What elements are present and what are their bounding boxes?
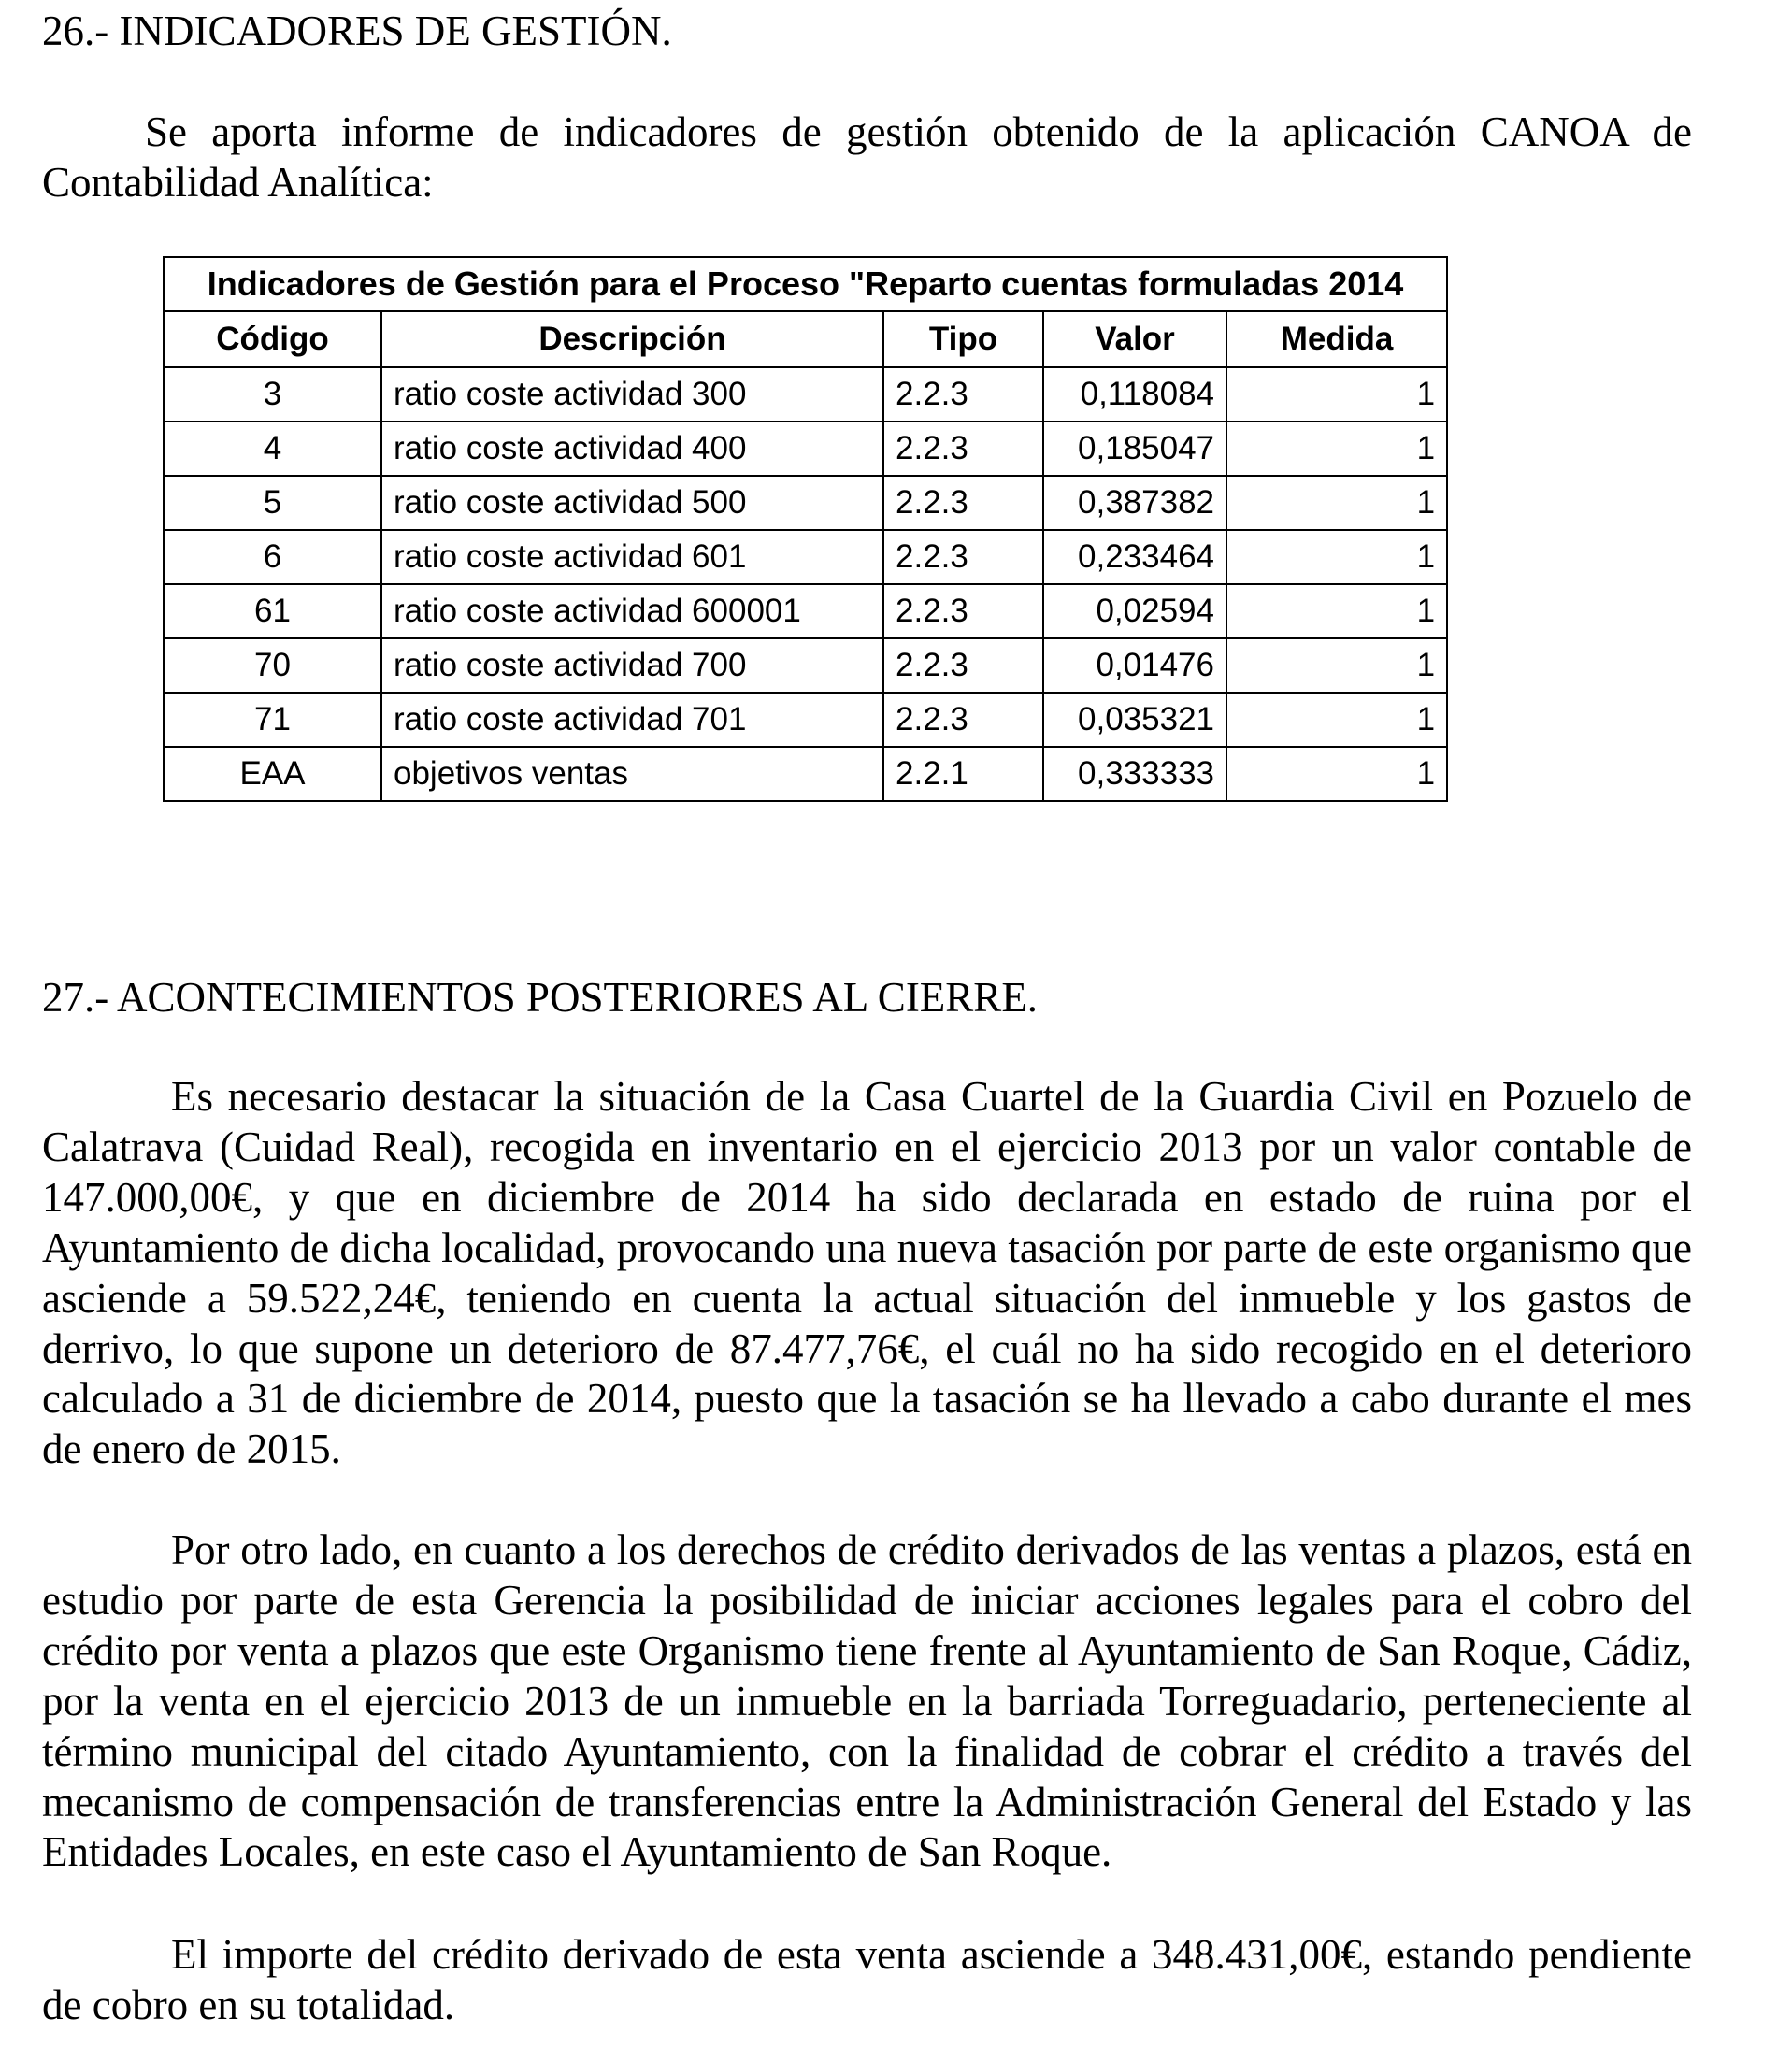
cell-valor: 0,233464	[1043, 530, 1226, 584]
cell-valor: 0,185047	[1043, 422, 1226, 476]
cell-valor: 0,01476	[1043, 638, 1226, 693]
section-27-paragraph-1: Es necesario destacar la situación de la Casa Cuartel de la Guardia Civil en Pozuelo de Calatrava (Cuidad Real), recogida en inventario en el ejercicio 2013 por un valor contable de 147.000,00€, y que en diciembre de 2014 ha sido declarada en estado de ruina por el Ayuntamiento de dicha localidad, provocando una nueva tasación por parte de este organismo que asciende a 59.522,24€, teniendo en cuenta la actual situación del inmueble y los gastos de derrivo, lo que supone un deterioro de 87.477,76€, el cuál no ha sido recogido en el deterioro calculado a 31 de diciembre de 2014, puesto que la tasación se ha llevado a cabo durante el mes de enero de 2015.	[42, 1073, 1692, 1473]
table-row	[164, 530, 1447, 584]
header-valor: Valor	[1043, 311, 1226, 367]
section-27-heading: 27.- ACONTECIMIENTOS POSTERIORES AL CIERRE.	[42, 974, 1039, 1021]
cell-tipo: 2.2.3	[883, 367, 1043, 422]
header-medida: Medida	[1226, 311, 1447, 367]
cell-codigo: 6	[164, 530, 381, 584]
table-row	[164, 747, 1447, 801]
cell-descripcion: ratio coste actividad 701	[381, 693, 883, 747]
cell-valor: 0,02594	[1043, 584, 1226, 638]
header-codigo: Código	[164, 311, 381, 367]
cell-valor: 0,035321	[1043, 693, 1226, 747]
cell-tipo: 2.2.3	[883, 638, 1043, 693]
cell-codigo: 4	[164, 422, 381, 476]
cell-valor: 0,333333	[1043, 747, 1226, 801]
cell-medida: 1	[1226, 638, 1447, 693]
cell-medida: 1	[1226, 422, 1447, 476]
table-row	[164, 693, 1447, 747]
cell-codigo: 70	[164, 638, 381, 693]
cell-tipo: 2.2.3	[883, 584, 1043, 638]
cell-descripcion: ratio coste actividad 600001	[381, 584, 883, 638]
table-row	[164, 638, 1447, 693]
cell-codigo: EAA	[164, 747, 381, 801]
cell-valor: 0,118084	[1043, 367, 1226, 422]
cell-medida: 1	[1226, 476, 1447, 530]
header-descripcion: Descripción	[381, 311, 883, 367]
cell-tipo: 2.2.3	[883, 530, 1043, 584]
section-27-paragraph-2: Por otro lado, en cuanto a los derechos de crédito derivados de las ventas a plazos, está en estudio por parte de esta Gerencia la posibilidad de iniciar acciones legales para el cobro del crédito por venta a plazos que este Organismo tiene frente al Ayuntamiento de San Roque, Cádiz, por la venta en el ejercicio 2013 de un inmueble en la barriada Torreguadario, perteneciente al término municipal del citado Ayuntamiento, con la finalidad de cobrar el crédito a través del mecanismo de compensación de transferencias entre la Administración General del Estado y las Entidades Locales, en este caso el Ayuntamiento de San Roque.	[42, 1526, 1692, 1876]
table-title: Indicadores de Gestión para el Proceso "Reparto cuentas formuladas 2014	[164, 257, 1447, 311]
cell-tipo: 2.2.1	[883, 747, 1043, 801]
cell-codigo: 5	[164, 476, 381, 530]
table-row	[164, 422, 1447, 476]
cell-medida: 1	[1226, 367, 1447, 422]
cell-medida: 1	[1226, 530, 1447, 584]
cell-tipo: 2.2.3	[883, 693, 1043, 747]
cell-codigo: 61	[164, 584, 381, 638]
cell-descripcion: ratio coste actividad 300	[381, 367, 883, 422]
cell-codigo: 71	[164, 693, 381, 747]
cell-medida: 1	[1226, 693, 1447, 747]
cell-descripcion: ratio coste actividad 500	[381, 476, 883, 530]
cell-descripcion: objetivos ventas	[381, 747, 883, 801]
cell-descripcion: ratio coste actividad 400	[381, 422, 883, 476]
indicadores-table	[163, 256, 1448, 802]
table-title-row	[164, 257, 1447, 311]
header-tipo: Tipo	[883, 311, 1043, 367]
cell-valor: 0,387382	[1043, 476, 1226, 530]
section-26-heading: 26.- INDICADORES DE GESTIÓN.	[42, 7, 672, 54]
section-27-paragraph-3: El importe del crédito derivado de esta venta asciende a 348.431,00€, estando pendiente de cobro en su totalidad.	[42, 1931, 1692, 2028]
cell-tipo: 2.2.3	[883, 422, 1043, 476]
table-header-row	[164, 311, 1447, 367]
cell-descripcion: ratio coste actividad 700	[381, 638, 883, 693]
section-26-intro: Se aporta informe de indicadores de gestión obtenido de la aplicación CANOA de Contabilidad Analítica:	[42, 108, 1692, 206]
cell-medida: 1	[1226, 584, 1447, 638]
cell-descripcion: ratio coste actividad 601	[381, 530, 883, 584]
cell-tipo: 2.2.3	[883, 476, 1043, 530]
table-row	[164, 584, 1447, 638]
table-row	[164, 367, 1447, 422]
cell-medida: 1	[1226, 747, 1447, 801]
cell-codigo: 3	[164, 367, 381, 422]
table-row	[164, 476, 1447, 530]
